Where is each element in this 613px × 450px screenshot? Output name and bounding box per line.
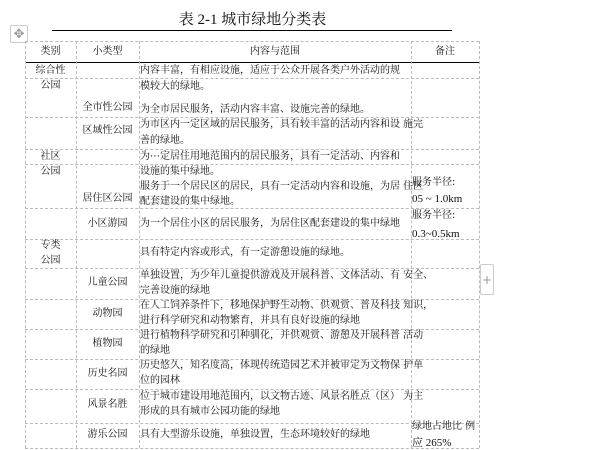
content-text: 进行植物科学研究和引种驯化，并供观赏、游憩及开展科普 活动 (140, 330, 424, 341)
subtype-label: 植物园 (92, 338, 123, 349)
move-handle-icon[interactable]: ✥ (10, 25, 28, 43)
content-text: 为市区内一定区域的居民服务，具有较丰富的活动内容和设 施完 (140, 119, 424, 130)
subtype-label: 动物园 (92, 308, 123, 319)
subtype-label: 区域性公园 (82, 125, 133, 136)
category-label: 综合性 (35, 65, 66, 76)
header-category: 类别 (40, 46, 61, 57)
note-text: 服务半径: (412, 177, 456, 188)
content-text: 单独设置，为少年儿童提供游戏及开展科普、文体活动、有 安全、 (140, 270, 434, 281)
content-text: 的绿地 (140, 345, 170, 356)
category-label: 社区 (40, 151, 61, 162)
header-notes: 备注 (435, 46, 455, 57)
content-text: 内容丰富，有相应设施，适应于公众开展各类户外活动的规 (140, 65, 400, 76)
subtype-label: 全市性公园 (82, 102, 133, 113)
content-text: 历史悠久，知名度高，体现传统造园艺术并被审定为文物保 护单 (140, 360, 424, 371)
content-text: 位于城市建设用地范围内，以文物古迹、风景名胜点（区） 为主 (140, 391, 424, 402)
content-text: 形成的具有城市公园功能的绿地 (140, 406, 280, 417)
subtype-label: 小区游园 (87, 218, 128, 229)
category-label: 公园 (40, 166, 61, 177)
subtype-label: 居住区公园 (82, 193, 133, 204)
table-title: 表 2-1 城市绿地分类表 (178, 12, 327, 28)
content-text: 在人工饲养条件下，移地保护野生动物、供观赏、普及科技 知识， (140, 300, 434, 311)
content-text: 配套建设的集中绿地。 (140, 196, 240, 207)
category-label: 公园 (40, 80, 61, 91)
note-text: 05 ~ 1.0km (412, 193, 463, 205)
subtype-label: 风景名胜 (87, 399, 128, 410)
add-row-icon[interactable]: + (480, 264, 494, 295)
content-text: 为一个居住小区的居民服务，为居住区配套建设的集中绿地 (140, 218, 400, 229)
note-text: 绿地占地比 例 (412, 421, 476, 432)
header-content: 内容与范围 (250, 46, 300, 57)
content-text: 模较大的绿地。 (140, 81, 210, 92)
column-divider (411, 41, 412, 448)
category-label: 公园 (40, 255, 61, 266)
content-text: 位的园林 (140, 375, 180, 386)
note-text: 0.3~0.5km (412, 228, 460, 240)
note-text: 应 265% (412, 437, 452, 449)
header-subtype: 小类型 (92, 46, 123, 57)
note-text: 服务半径: (412, 210, 456, 221)
category-label: 专类 (40, 240, 61, 251)
content-text: 进行科学研究和动物繁育，并具有良好设施的绿地 (140, 315, 360, 326)
content-text: 具有特定内容或形式，有一定游憩设施的绿地。 (140, 247, 350, 258)
column-divider (479, 41, 480, 448)
subtype-label: 历史名园 (87, 368, 128, 379)
content-text: 完善设施的绿地 (140, 285, 210, 296)
subtype-label: 游乐公园 (87, 429, 128, 440)
content-text: 善的绿地。 (140, 135, 190, 146)
content-text: 服务于一个居民区的居民，具有一定活动内容和设施，为居 住区 (140, 181, 424, 192)
subtype-label: 儿童公园 (87, 277, 128, 288)
content-text: 设施的集中绿地。 (140, 166, 220, 177)
content-text: 具有大型游乐设施，单独设置，生态环境较好的绿地 (140, 429, 370, 440)
title-underline (52, 30, 452, 31)
content-text: 为⋯定居住用地范围内的居民服务，具有一定活动、内容和 (140, 151, 400, 162)
content-text: 为全市居民服务，活动内容丰富、设施完善的绿地。 (140, 104, 370, 115)
